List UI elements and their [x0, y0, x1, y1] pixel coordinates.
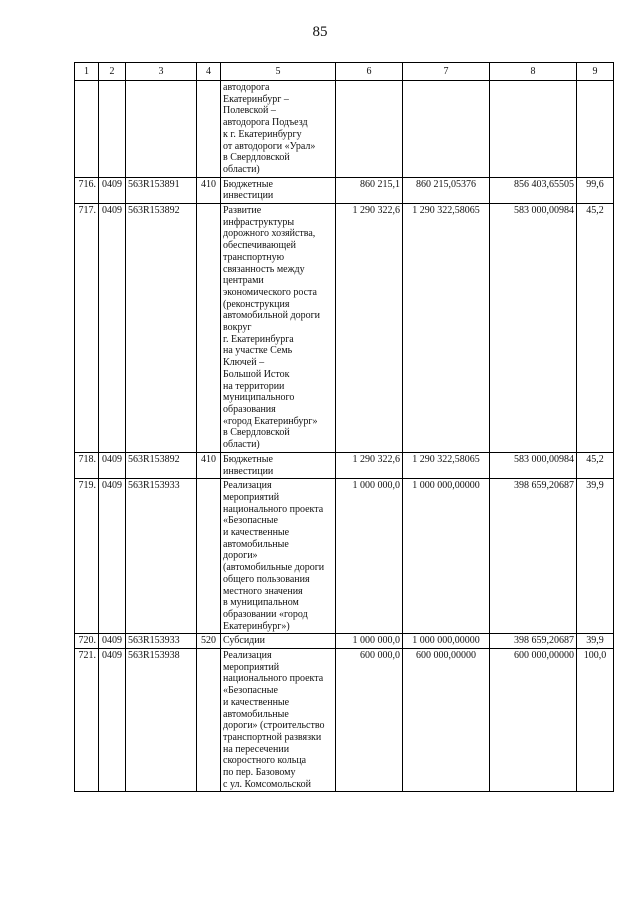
specified-amount: 600 000,00000 [403, 649, 490, 792]
specified-amount: 1 290 322,58065 [403, 204, 490, 453]
section-code: 0409 [99, 479, 126, 634]
row-number: 716. [75, 177, 99, 203]
section-code: 0409 [99, 649, 126, 792]
executed-amount: 856 403,65505 [490, 177, 577, 203]
approved-amount: 600 000,0 [336, 649, 403, 792]
row-number: 721. [75, 649, 99, 792]
col-header: 9 [577, 63, 614, 81]
executed-amount: 600 000,00000 [490, 649, 577, 792]
item-name: Бюджетные инвестиции [221, 177, 336, 203]
executed-amount [490, 81, 577, 178]
execution-percent: 39,9 [577, 634, 614, 649]
table-row [75, 479, 614, 634]
col-header: 5 [221, 63, 336, 81]
table-row [75, 649, 614, 792]
col-header: 3 [126, 63, 197, 81]
approved-amount [336, 81, 403, 178]
expense-type-code [197, 204, 221, 453]
col-header: 6 [336, 63, 403, 81]
table-row [75, 204, 614, 453]
execution-percent: 45,2 [577, 204, 614, 453]
row-number: 720. [75, 634, 99, 649]
item-name: Бюджетные инвестиции [221, 452, 336, 478]
table-row [75, 177, 614, 203]
col-header: 1 [75, 63, 99, 81]
col-header: 4 [197, 63, 221, 81]
row-number [75, 81, 99, 178]
specified-amount: 1 290 322,58065 [403, 452, 490, 478]
target-article-code: 563R153892 [126, 204, 197, 453]
approved-amount: 1 290 322,6 [336, 204, 403, 453]
target-article-code: 563R153891 [126, 177, 197, 203]
target-article-code: 563R153892 [126, 452, 197, 478]
specified-amount [403, 81, 490, 178]
expense-type-code [197, 81, 221, 178]
page-number: 85 [312, 24, 328, 40]
col-header: 7 [403, 63, 490, 81]
target-article-code: 563R153933 [126, 634, 197, 649]
budget-table [74, 62, 614, 792]
item-name: Реализация мероприятий национального проекта «Безопасные и качественные автомобильные дороги» (строительство транспортной развязки на пересечении скоростного кольца по пер. Базовому с ул. Комсомольской [221, 649, 336, 792]
executed-amount: 398 659,20687 [490, 479, 577, 634]
row-number: 719. [75, 479, 99, 634]
item-name: Развитие инфраструктуры дорожного хозяйства, обеспечивающей транспортную связанность между центрами экономического роста (реконструкция автомобильной дороги вокруг г. Екатеринбурга на участке Семь Ключей – Большой Исток на территории муниципального образования «город Екатеринбург» в Свердловской области) [221, 204, 336, 453]
execution-percent [577, 81, 614, 178]
target-article-code: 563R153938 [126, 649, 197, 792]
expense-type-code: 410 [197, 452, 221, 478]
specified-amount: 1 000 000,00000 [403, 634, 490, 649]
expense-type-code [197, 479, 221, 634]
item-name: Реализация мероприятий национального проекта «Безопасные и качественные автомобильные дороги» (автомобильные дороги общего пользования местного значения в муниципальном образовании «город Екатеринбург») [221, 479, 336, 634]
executed-amount: 583 000,00984 [490, 204, 577, 453]
section-code [99, 81, 126, 178]
specified-amount: 1 000 000,00000 [403, 479, 490, 634]
approved-amount: 1 000 000,0 [336, 479, 403, 634]
approved-amount: 1 290 322,6 [336, 452, 403, 478]
section-code: 0409 [99, 634, 126, 649]
execution-percent: 99,6 [577, 177, 614, 203]
col-header: 8 [490, 63, 577, 81]
item-name: автодорога Екатеринбург – Полевской – автодорога Подъезд к г. Екатеринбургу от автодороги «Урал» в Свердловской области) [221, 81, 336, 178]
expense-type-code: 410 [197, 177, 221, 203]
table-row [75, 452, 614, 478]
approved-amount: 860 215,1 [336, 177, 403, 203]
section-code: 0409 [99, 452, 126, 478]
target-article-code: 563R153933 [126, 479, 197, 634]
row-number: 717. [75, 204, 99, 453]
execution-percent: 100,0 [577, 649, 614, 792]
table-row [75, 634, 614, 649]
approved-amount: 1 000 000,0 [336, 634, 403, 649]
header-row [75, 63, 614, 81]
specified-amount: 860 215,05376 [403, 177, 490, 203]
col-header: 2 [99, 63, 126, 81]
expense-type-code: 520 [197, 634, 221, 649]
section-code: 0409 [99, 177, 126, 203]
row-number: 718. [75, 452, 99, 478]
target-article-code [126, 81, 197, 178]
expense-type-code [197, 649, 221, 792]
executed-amount: 583 000,00984 [490, 452, 577, 478]
section-code: 0409 [99, 204, 126, 453]
execution-percent: 45,2 [577, 452, 614, 478]
executed-amount: 398 659,20687 [490, 634, 577, 649]
item-name: Субсидии [221, 634, 336, 649]
execution-percent: 39,9 [577, 479, 614, 634]
table-row [75, 81, 614, 178]
